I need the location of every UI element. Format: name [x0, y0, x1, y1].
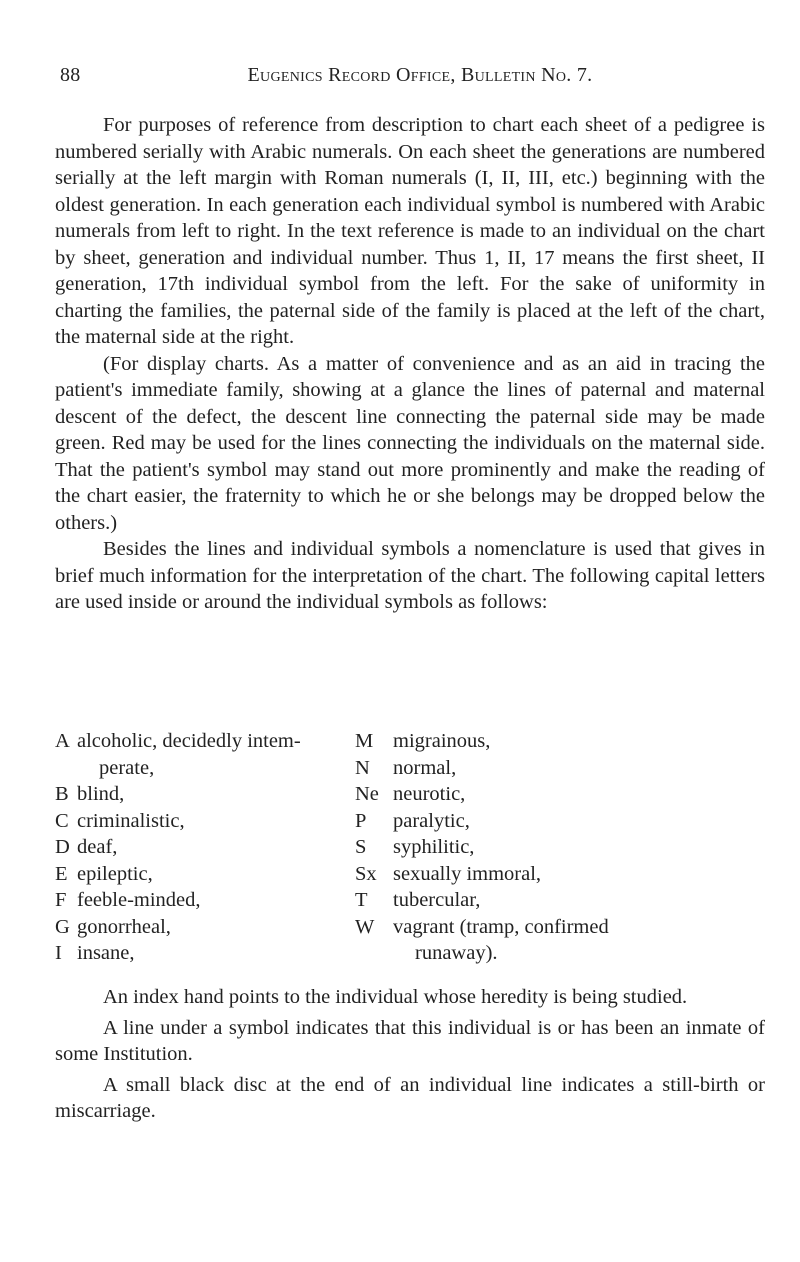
legend-entry	[355, 728, 775, 755]
legend-description	[393, 914, 775, 967]
legend-entry	[355, 755, 775, 782]
legend-text: neurotic,	[393, 783, 466, 805]
legend-text: blind,	[77, 783, 125, 805]
legend-letter: N	[355, 756, 370, 779]
legend-entry	[355, 861, 775, 888]
legend-text: gonorrheal,	[77, 915, 171, 938]
legend-text: vagrant (tramp, confirmed	[393, 915, 609, 938]
body-text	[55, 112, 765, 616]
legend-text-continued: perate,	[99, 756, 155, 779]
legend-letter: T	[355, 889, 368, 911]
running-title: Eugenics Record Office, Bulletin No. 7.	[247, 64, 593, 86]
legend-entry	[355, 887, 775, 914]
legend-text: deaf,	[77, 836, 118, 858]
legend-left-column	[55, 728, 355, 967]
legend-right-column	[355, 728, 775, 967]
paragraph-reference: For purposes of reference from description to chart each sheet of a pedigree is numbered serially with Arabic numerals. On each sheet the generations are numbered serially at the left margin with Roman numerals (I, II, III, etc.) beginning with the oldest generation. In each generation each individual symbol is numbered with Arabic numerals from left to right. In the text reference is made to an individual on the chart by sheet, generation and individual number. Thus 1, II, 17 means the first sheet, II generation, 17th individual symbol from the left. For the sake of uniformity in charting the families, the paternal side of the family is placed at the left of the chart, the maternal side at the right.	[55, 114, 765, 348]
legend-entry	[355, 914, 775, 967]
legend-text-continued: runaway).	[415, 942, 498, 964]
legend-entry	[355, 781, 775, 808]
paragraph-index-hand: An index hand points to the individual whose heredity is being studied.	[103, 986, 688, 1008]
legend-letter: W	[355, 915, 375, 938]
legend-letter: Ne	[355, 783, 379, 805]
legend-entry	[355, 834, 775, 861]
legend-letter: B	[55, 783, 69, 805]
legend-letter: I	[55, 942, 62, 964]
legend-text: sexually immoral,	[393, 862, 542, 885]
legend-entry	[55, 914, 355, 941]
legend-letter: S	[355, 836, 367, 858]
legend-letter: F	[55, 889, 67, 911]
legend-letter: C	[55, 809, 69, 832]
paragraph-display-charts: (For display charts. As a matter of convenience and as an aid in tracing the patient's immediate family, showing at a glance the lines of paternal and maternal descent of the defect, the descent line connecting the paternal side may be made green. Red may be used for the lines connecting the individuals on the maternal side. That the patient's symbol may stand out more prominently and make the reading of the chart easier, the fraternity to which he or she belongs may be dropped below the others.)	[55, 352, 765, 534]
legend-entry	[55, 834, 355, 861]
legend-entry	[55, 940, 355, 967]
legend-text: paralytic,	[393, 809, 470, 832]
legend-text: insane,	[77, 942, 135, 964]
legend-letter: D	[55, 836, 70, 858]
legend-text: migrainous,	[393, 730, 491, 752]
legend-entry	[55, 728, 355, 781]
paragraph-underline: A line under a symbol indicates that this individual is or has been an inmate of some Institution.	[55, 1016, 765, 1065]
legend-text: tubercular,	[393, 889, 481, 911]
legend-entry	[55, 808, 355, 835]
legend-text: normal,	[393, 756, 457, 779]
legend-entry	[55, 861, 355, 888]
legend-text: syphilitic,	[393, 836, 475, 858]
legend-letter: P	[355, 809, 367, 832]
legend-text: epileptic,	[77, 862, 153, 885]
legend-letter: Sx	[355, 862, 377, 885]
closing-text	[55, 984, 765, 1129]
legend-letter: A	[55, 730, 70, 752]
running-header	[0, 64, 800, 94]
legend-entry	[55, 781, 355, 808]
legend-description	[77, 728, 355, 781]
legend-letter: M	[355, 730, 374, 752]
legend-text: criminalistic,	[77, 809, 185, 832]
legend-letter: G	[55, 915, 70, 938]
paragraph-nomenclature: Besides the lines and individual symbols a nomenclature is used that gives in brief much information for the interpretation of the chart. The following capital letters are used inside or around the individual symbols as follows:	[55, 538, 765, 613]
legend-entry	[355, 808, 775, 835]
page-number: 88	[60, 64, 81, 86]
legend-text: alcoholic, decidedly intem-	[77, 730, 301, 752]
legend-entry	[55, 887, 355, 914]
legend-letter: E	[55, 862, 68, 885]
paragraph-black-disc: A small black disc at the end of an individual line indicates a still-birth or miscarriage.	[55, 1073, 765, 1122]
legend-text: feeble-minded,	[77, 889, 201, 911]
